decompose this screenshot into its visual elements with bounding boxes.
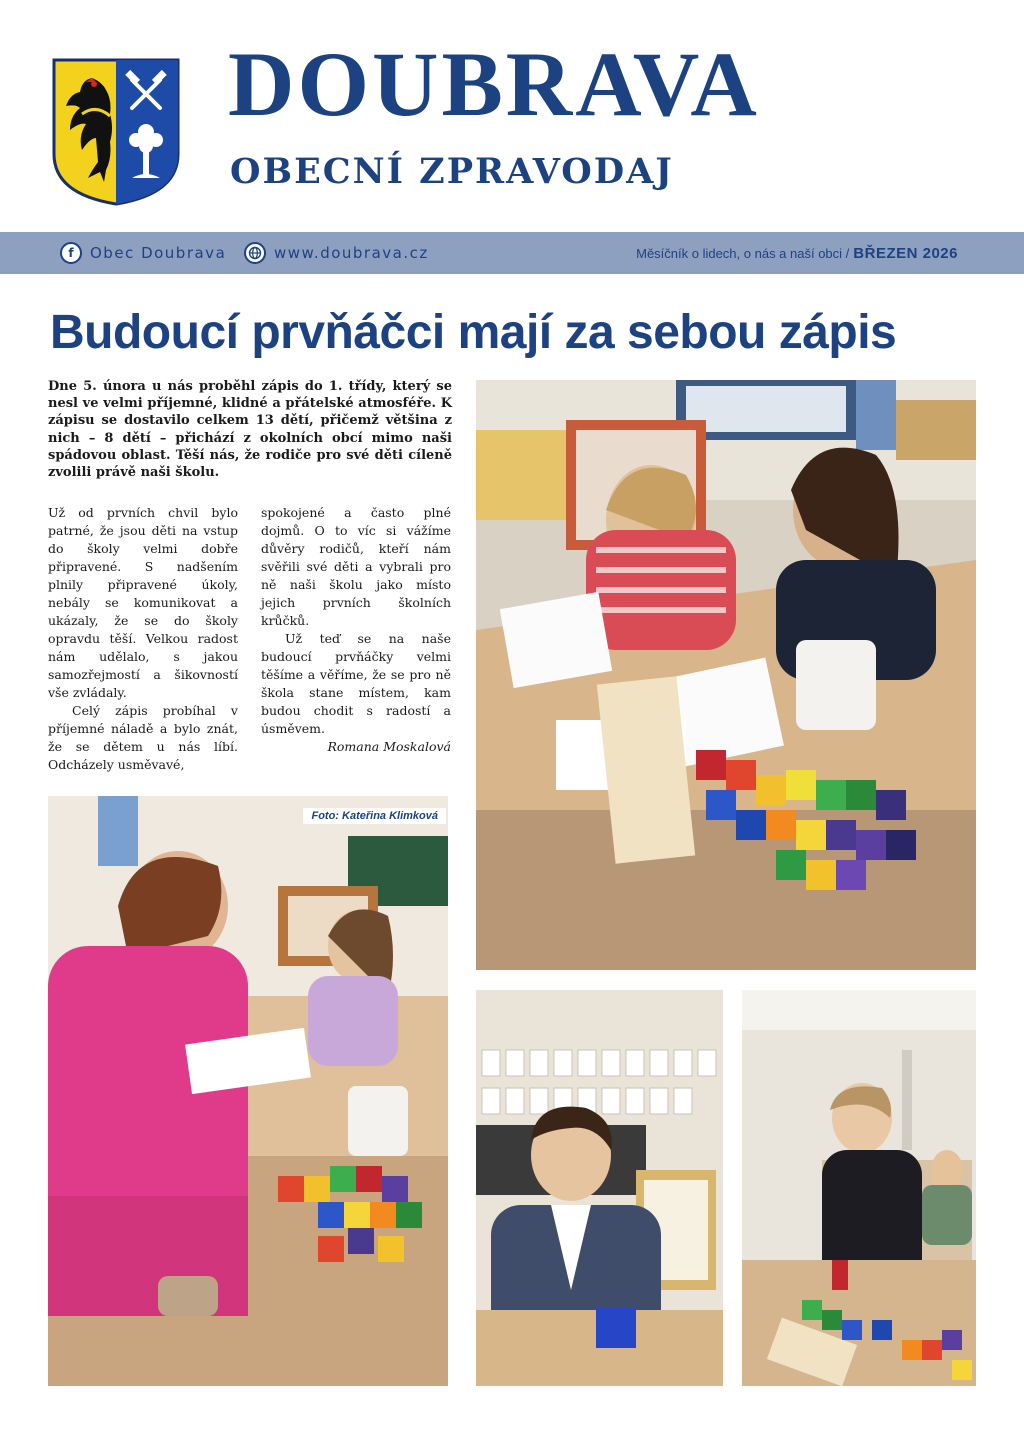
- photo-credit: Foto: Kateřina Klimková: [303, 808, 446, 824]
- issue-info: [636, 232, 958, 274]
- photo-girls-at-desk: [476, 380, 976, 970]
- facebook-label: Obec Doubrava: [90, 244, 227, 262]
- article-author: Romana Moskalová: [327, 739, 451, 754]
- issue-date: BŘEZEN 2026: [853, 244, 958, 262]
- paragraph: Už teď se na naše budoucí prvňáčky velmi těšíme a věříme, že se pro ně škola stane místem, kam budou chodit s radostí a úsměvem.: [261, 631, 451, 736]
- article-headline: Budoucí prvňáčci mají za sebou zápis: [50, 306, 897, 359]
- newsletter-title: DOUBRAVA: [228, 33, 760, 135]
- paragraph: spokojené a často plné dojmů. O to víc si vážíme důvěry rodičů, kteří nám svěřili své děti a vybrali pro ně naši školu jako místo jejich prvních školních krůčků.: [261, 505, 451, 628]
- globe-icon: [244, 242, 266, 264]
- photo-teacher-with-girl: [48, 796, 448, 1386]
- paragraph: Už od prvních chvil bylo patrné, že jsou děti na vstup do školy velmi dobře připravené. S nadšením plnily připravené úkoly, nebály se komunikovat a ukázaly, že se do školy opravdu těší. Velkou radost nám udělalo, s jakou samozřejmostí a šikovností vše zvládaly.: [48, 505, 238, 700]
- info-bar: [0, 232, 1024, 274]
- article-column-1: [48, 504, 238, 774]
- tagline: Měsíčník o lidech, o nás a naší obci /: [636, 245, 850, 261]
- coat-of-arms-icon: [52, 58, 180, 206]
- article-column-2: [261, 504, 451, 756]
- article-lead: Dne 5. února u nás proběhl zápis do 1. třídy, který se nesl ve velmi příjemné, klidné a přátelské atmosféře. K zápisu se dostavilo celkem 13 dětí, přičemž většina z nich – 8 dětí – přichází z okolních obcí mimo naši spádovou oblast. Těší nás, že rodiče pro své děti cíleně zvolili právě naši školu.: [48, 379, 452, 481]
- website-link[interactable]: [244, 232, 429, 274]
- paragraph: Celý zápis probíhal v příjemné náladě a bylo znát, že se dětem u nás líbí. Odcházely usměvavé,: [48, 703, 238, 772]
- photo-boy-in-blazer: [476, 990, 723, 1386]
- newsletter-subtitle: OBECNÍ ZPRAVODAJ: [230, 151, 674, 192]
- facebook-link[interactable]: [60, 232, 226, 274]
- facebook-icon: f: [60, 242, 82, 264]
- photo-boy-with-blocks: [742, 990, 976, 1386]
- website-label: www.doubrava.cz: [274, 244, 429, 262]
